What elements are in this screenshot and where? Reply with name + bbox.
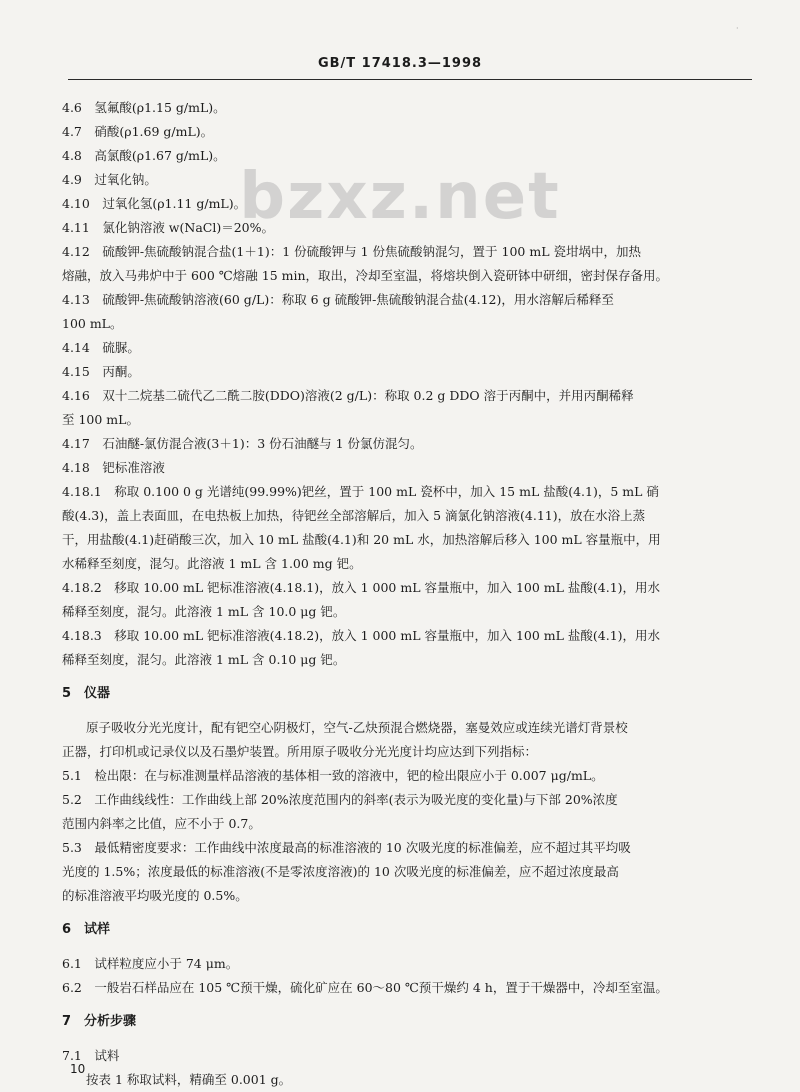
section-5-paragraph-cont: 正器，打印机或记录仪以及石墨炉装置。所用原子吸收分光光度计均应达到下列指标： <box>62 744 538 759</box>
clause-4-16-cont: 至 100 mL。 <box>62 412 139 427</box>
clause-4-12: 4.12 硫酸钾-焦硫酸钠混合盐(1＋1)：1 份硫酸钾与 1 份焦硫酸钠混匀，置于 100 mL 瓷坩埚中，加热 <box>62 244 641 259</box>
clause-5-2: 5.2 工作曲线线性：工作曲线上部 20%浓度范围内的斜率(表示为吸光度的变化量)与下部 20%浓度 <box>62 792 618 807</box>
section-5-paragraph: 原子吸收分光光度计，配有钯空心阴极灯，空气-乙炔预混合燃烧器，塞曼效应或连续光谱灯背景校 <box>86 720 628 735</box>
clause-4-18-3: 4.18.3 移取 10.00 mL 钯标准溶液(4.18.2)，放入 1 000 mL 容量瓶中，加入 100 mL 盐酸(4.1)，用水 <box>62 628 661 643</box>
clause-4-18-1-cont: 水稀释至刻度，混匀。此溶液 1 mL 含 1.00 mg 钯。 <box>62 556 362 571</box>
section-6-heading: 6 试样 <box>62 922 111 937</box>
clause-5-3-cont: 光度的 1.5%；浓度最低的标准溶液(不是零浓度溶液)的 10 次吸光度的标准偏差，应不超过浓度最高 <box>62 864 619 879</box>
clause-7-1-text: 按表 1 称取试料，精确至 0.001 g。 <box>86 1072 292 1087</box>
header-rule <box>68 79 752 80</box>
clause-4-6: 4.6 氢氟酸(ρ1.15 g/mL)。 <box>62 100 226 115</box>
clause-4-13: 4.13 硫酸钾-焦硫酸钠溶液(60 g/L)：称取 6 g 硫酸钾-焦硫酸钠混合盐(4.12)，用水溶解后稀释至 <box>62 292 614 307</box>
clause-4-18-1-cont: 干，用盐酸(4.1)赶硝酸三次，加入 10 mL 盐酸(4.1)和 20 mL 水，加热溶解后移入 100 mL 容量瓶中，用 <box>62 532 661 547</box>
watermark: bzxz.net <box>239 160 561 234</box>
clause-5-1: 5.1 检出限：在与标准测量样品溶液的基体相一致的溶液中，钯的检出限应小于 0.007 μg/mL。 <box>62 768 604 783</box>
clause-6-2: 6.2 一般岩石样品应在 105 ℃预干燥，硫化矿应在 60～80 ℃预干燥约 4 h，置于干燥器中，冷却至室温。 <box>62 980 668 995</box>
clause-4-18-3-cont: 稀释至刻度，混匀。此溶液 1 mL 含 0.10 μg 钯。 <box>62 652 346 667</box>
clause-4-18-2: 4.18.2 移取 10.00 mL 钯标准溶液(4.18.1)，放入 1 000 mL 容量瓶中，加入 100 mL 盐酸(4.1)，用水 <box>62 580 661 595</box>
clause-4-14: 4.14 硫脲。 <box>62 340 140 355</box>
clause-4-8: 4.8 高氯酸(ρ1.67 g/mL)。 <box>62 148 226 163</box>
clause-4-18-2-cont: 稀释至刻度，混匀。此溶液 1 mL 含 10.0 μg 钯。 <box>62 604 346 619</box>
clause-4-18-1-cont: 酸(4.3)，盖上表面皿，在电热板上加热，待钯丝全部溶解后，加入 5 滴氯化钠溶液(4.11)，放在水浴上蒸 <box>62 508 646 523</box>
clause-5-3: 5.3 最低精密度要求：工作曲线中浓度最高的标准溶液的 10 次吸光度的标准偏差，应不超过其平均吸 <box>62 840 631 855</box>
clause-4-17: 4.17 石油醚-氯仿混合液(3＋1)：3 份石油醚与 1 份氯仿混匀。 <box>62 436 423 451</box>
clause-6-1: 6.1 试样粒度应小于 74 μm。 <box>62 956 239 971</box>
clause-4-9: 4.9 过氧化钠。 <box>62 172 157 187</box>
section-5-heading: 5 仪器 <box>62 686 111 701</box>
clause-4-12-cont: 熔融，放入马弗炉中于 600 ℃熔融 15 min，取出，冷却至室温，将熔块倒入瓷研钵中研细，密封保存备用。 <box>62 268 669 283</box>
clause-7-1: 7.1 试料 <box>62 1048 120 1063</box>
document-body <box>62 96 754 1092</box>
clause-4-16: 4.16 双十二烷基二硫代乙二酰二胺(DDO)溶液(2 g/L)：称取 0.2 g DDO 溶于丙酮中，并用丙酮稀释 <box>62 388 634 403</box>
standard-header: GB/T 17418.3—1998 <box>317 56 483 71</box>
clause-4-13-cont: 100 mL。 <box>62 316 123 331</box>
clause-4-10: 4.10 过氧化氢(ρ1.11 g/mL)。 <box>62 196 247 211</box>
clause-5-2-cont: 范围内斜率之比值，应不小于 0.7。 <box>62 816 261 831</box>
page-number: 10 <box>70 1062 86 1076</box>
clause-5-3-cont: 的标准溶液平均吸光度的 0.5%。 <box>62 888 248 903</box>
clause-4-18-1: 4.18.1 称取 0.100 0 g 光谱纯(99.99%)钯丝，置于 100 mL 瓷杯中，加入 15 mL 盐酸(4.1)，5 mL 硝 <box>62 484 659 499</box>
scan-mark: · <box>736 24 739 33</box>
clause-4-15: 4.15 丙酮。 <box>62 364 140 379</box>
clause-4-18: 4.18 钯标准溶液 <box>62 460 165 475</box>
section-7-heading: 7 分析步骤 <box>62 1014 137 1029</box>
clause-4-11: 4.11 氯化钠溶液 w(NaCl)＝20%。 <box>62 220 274 235</box>
clause-4-7: 4.7 硝酸(ρ1.69 g/mL)。 <box>62 124 214 139</box>
